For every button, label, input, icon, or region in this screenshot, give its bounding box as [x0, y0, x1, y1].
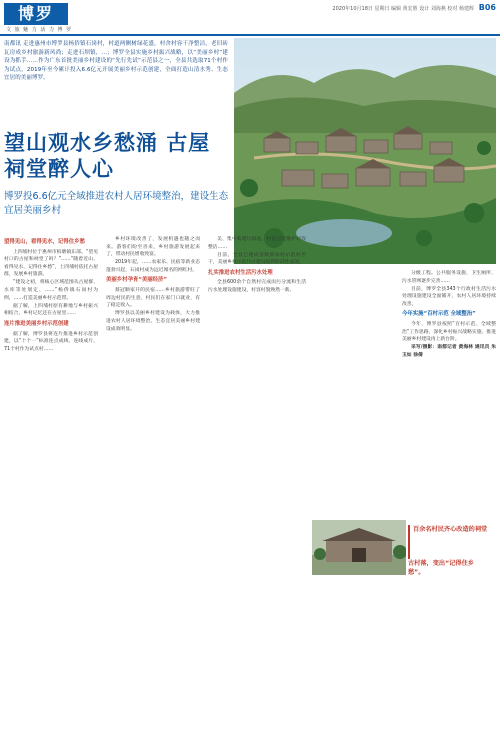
body-paragraph: 目前，博罗全县343个行政村生活污水处理设施建设全面铺开，农村人居环境持续改善。: [402, 286, 496, 307]
section-slogan: 文 旅 魅 力 活 力 博 罗: [6, 27, 73, 33]
body-paragraph: 全县600余个自然村完成雨污分流和生活污水处理设施建设，村容村貌焕然一新。: [208, 280, 306, 294]
article-column-1: [4, 236, 98, 354]
masthead: [0, 0, 500, 36]
body-paragraph: “建设之初，将核心区域范围从古屋群、水库等处划定，……”杨侨镇石岗村为例，……打造美丽乡村示范带。: [4, 280, 98, 301]
body-paragraph: 博罗县以美丽乡村建设为载体，大力推进农村人居环境整治，生态宜居美丽乡村建设成效明显。: [106, 311, 200, 332]
body-paragraph: 2019年起，……农家乐、民宿等新业态蓬勃兴起，石岗村成为远近闻名的网红村。: [106, 260, 200, 273]
section-heading: 扎实推进农村生活污水处理: [208, 269, 273, 276]
body-paragraph: 据了解，上四埔村原有耕地与乡村振兴相结合，乡村记忆还在古屋里……: [4, 303, 98, 317]
body-paragraph: 分级工程。公共服务设施、卫生厕所、污水管网逐步完善……: [402, 271, 496, 284]
body-paragraph: 蔡冠顺家开的民宿……乡村旅游带旺了周边村民的生意，村民们在家门口就业，有了稳定收入。: [106, 288, 200, 309]
masthead-rule: [0, 34, 500, 36]
headline-block: [4, 130, 230, 218]
body-paragraph: 上四埔村位于惠州市柏塘镇东部。“望见村口的古屋和祠堂了吗？”……“随着近山、看得见水、记得住乡愁”，上四埔村依托古屋群，发展乡村旅游。: [4, 249, 98, 278]
section-heading: 今年实施“百村示范 全域整治”: [402, 311, 476, 318]
body-paragraph: 目前，全县已建成省级新农村示范村若干，美丽乡村示范片区建设取得阶段性成效。: [208, 252, 306, 266]
body-paragraph: 美、集中新建垃圾池、村民自觉维护村容整洁……: [208, 237, 306, 250]
body-paragraph: 今年，博罗县按照“百村示范、全域整治”工作思路，深化乡村振兴战略实施，推进美丽乡村建设再上新台阶。: [402, 322, 496, 343]
section-heading: 连片推进美丽乡村示范创建: [4, 320, 69, 327]
article-column-4: [402, 270, 496, 360]
article-column-3: [208, 236, 306, 295]
section-heading: 美丽乡村孕育“美丽经济”: [106, 277, 167, 284]
body-paragraph: 乡村环境改善了，发展机遇也随之而来。游客们纷至沓来，乡村旅游发展起来了，带动村民增收致富。: [106, 237, 200, 258]
sub-headline: 博罗投6.6亿元全域推进农村人居环境整治，建设生态宜居美丽乡村: [4, 191, 229, 216]
page-number: B06: [478, 3, 496, 12]
issue-info: 2020年10月18日 星期日 编辑 黄宏胜 设计 刘海燕 校对 杨建辉: [332, 6, 474, 12]
pull-quote-text: 百余名村民齐心改造的祠堂古村落，变出“记得住乡愁”。: [408, 526, 488, 576]
article-column-2: [106, 236, 200, 334]
ancestral-hall-photo: [312, 520, 406, 575]
village-aerial-photo: [234, 38, 496, 264]
pull-quote: [408, 525, 488, 577]
section-logo: 博罗: [4, 3, 68, 25]
byline-credit: 采写/摄影：南都记者 黄海林 通讯员 朱玉如 徐倩: [402, 345, 496, 358]
section-heading: 望得见山，看得见水，记得住乡愁: [4, 239, 85, 245]
lead-paragraph: 南都讯 走进惠州市博罗县杨侨镇石岗村，村道两侧树绿花盛，村舍村容干净整洁，老旧砖瓦房成乡村旅游新风尚；走进石坝镇，…；博罗全县实施乡村振兴战略，以“美丽乡村”建设为抓手……作为广东首批美丽乡村建设的“先行先试”示范县之一，全县共选取71个村作为试点，2019年至今累计投入6.6亿元开展美丽乡村示范创建，全面打造山清水秀、生态宜居的美丽博罗。: [4, 41, 228, 82]
main-headline: 望山观水乡愁涌 古屋祠堂醉人心: [4, 130, 211, 181]
body-paragraph: 据了解，博罗县将连片推进乡村示范创建，以“十个一”标准连点成线、连线成片，71个村作为试点村……: [4, 331, 98, 352]
pull-quote-bar: [408, 525, 410, 559]
